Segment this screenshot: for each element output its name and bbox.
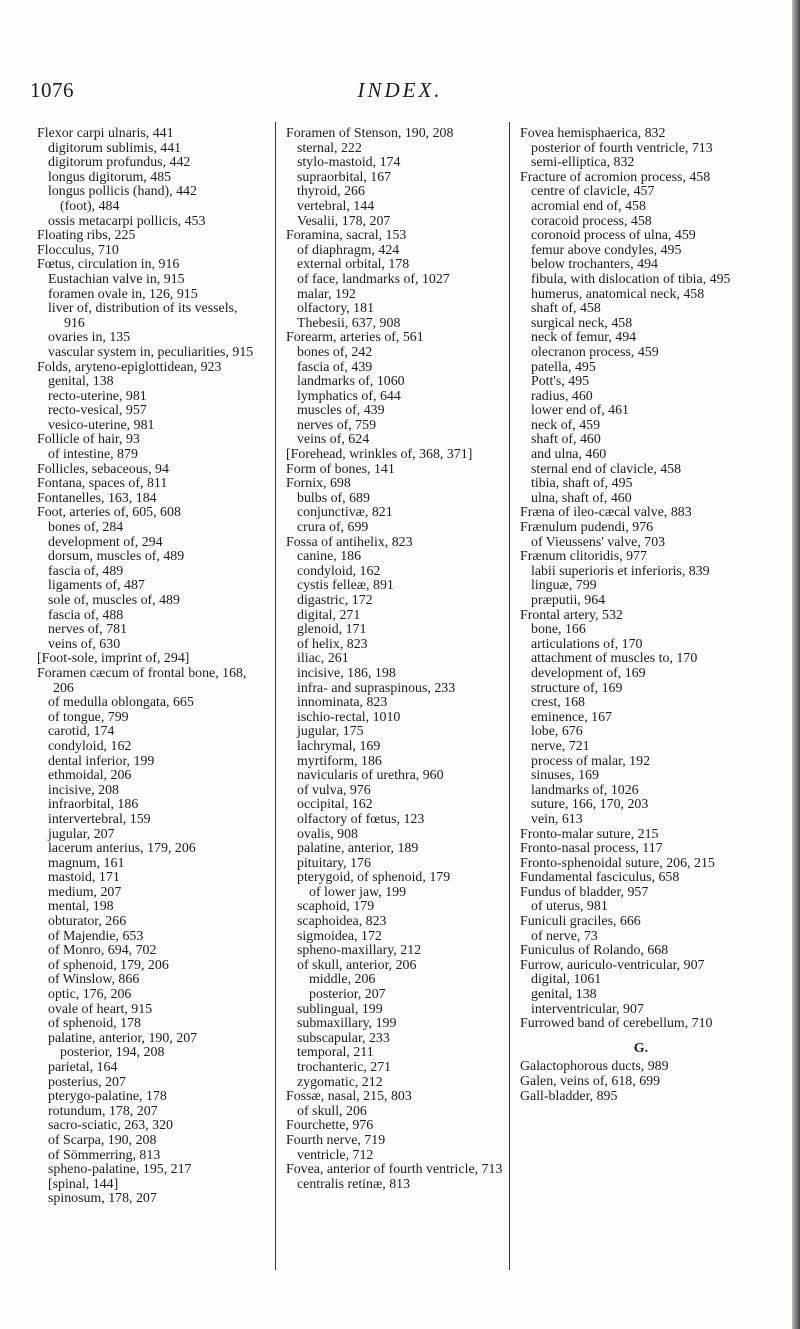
index-subentry: scaphoidea, 823	[297, 914, 387, 930]
index-entry: [Forehead, wrinkles of, 368, 371]	[286, 447, 473, 463]
index-subentry: cystis felleæ, 891	[297, 578, 394, 594]
index-subentry: of Sömmerring, 813	[48, 1147, 161, 1163]
index-subentry: nerves of, 781	[48, 622, 128, 638]
index-subentry: digastric, 172	[297, 593, 373, 608]
index-subentry: ulna, shaft of, 460	[531, 490, 632, 506]
index-subentry: shaft of, 458	[531, 301, 601, 317]
index-subentry: ligaments of, 487	[48, 578, 145, 594]
index-subentry: shaft of, 460	[531, 432, 601, 448]
index-subentry: intervertebral, 159	[48, 811, 151, 827]
index-subentry: veins of, 630	[48, 636, 121, 652]
index-entry: Fossæ, nasal, 215, 803	[286, 1089, 412, 1105]
index-subentry: infra- and supraspinous, 233	[297, 680, 456, 696]
index-subentry: obturator, 266	[48, 914, 127, 930]
index-subentry: condyloid, 162	[48, 738, 132, 754]
index-subentry: nerve, 721	[531, 738, 590, 754]
index-subentry: crura of, 699	[297, 520, 369, 536]
index-entry: Fossa of antihelix, 823	[286, 534, 413, 550]
index-subentry: ischio-rectal, 1010	[297, 709, 401, 725]
index-subentry: acromial end of, 458	[531, 198, 646, 214]
section-letter: G.	[633, 1040, 649, 1056]
index-subentry: tibia, shaft of, 495	[531, 476, 633, 492]
index-entry: Fornix, 698	[286, 476, 351, 492]
index-subentry: (foot), 484	[60, 198, 120, 214]
index-entry: Frontal artery, 532	[520, 607, 623, 623]
index-subentry: jugular, 175	[297, 724, 364, 740]
index-subentry: of face, landmarks of, 1027	[297, 271, 450, 287]
index-subentry: sacro-sciatic, 263, 320	[48, 1118, 173, 1134]
index-subentry: ventricle, 712	[297, 1147, 374, 1163]
index-subentry: of Majendie, 653	[48, 928, 144, 944]
index-subentry: sinuses, 169	[531, 768, 599, 784]
index-entry: Funiculi graciles, 666	[520, 914, 641, 930]
index-entry: Foramen cæcum of frontal bone, 168, 206	[37, 665, 247, 696]
index-subentry: scaphoid, 179	[297, 899, 375, 915]
index-subentry: innominata, 823	[297, 695, 388, 711]
index-subentry: pituitary, 176	[297, 855, 371, 871]
index-subentry: development of, 169	[531, 665, 646, 681]
index-subentry: suture, 166, 170, 203	[531, 797, 649, 813]
index-entry: Fundamental fasciculus, 658	[520, 870, 680, 886]
index-entry: Foramen of Stenson, 190, 208	[286, 126, 454, 141]
index-subentry: olfactory, 181	[297, 301, 375, 317]
index-subentry: incisive, 208	[48, 782, 119, 798]
index-entry: Furrow, auriculo-ventricular, 907	[520, 957, 705, 973]
index-subentry: malar, 192	[297, 286, 356, 302]
index-subentry: femur above condyles, 495	[531, 242, 682, 258]
index-subentry: of Scarpa, 190, 208	[48, 1132, 157, 1148]
index-subentry: eminence, 167	[531, 709, 612, 725]
index-subentry: olfactory of fœtus, 123	[297, 811, 425, 827]
index-subentry: development of, 294	[48, 534, 163, 550]
index-subentry: of vulva, 976	[297, 782, 371, 798]
index-subentry: præputii, 964	[531, 593, 606, 608]
page-header	[0, 78, 800, 108]
index-subentry: posterius, 207	[48, 1074, 126, 1090]
index-subentry: fascia of, 488	[48, 607, 124, 623]
index-subentry: interventricular, 907	[531, 1001, 644, 1017]
index-subentry: landmarks of, 1026	[531, 782, 639, 798]
index-entry: Flocculus, 710	[37, 242, 119, 258]
index-subentry: fibula, with dislocation of tibia, 495	[531, 271, 731, 287]
index-subentry: and ulna, 460	[531, 447, 607, 463]
index-subentry: supraorbital, 167	[297, 169, 392, 185]
index-entry: Furrowed band of cerebellum, 710	[520, 1016, 713, 1032]
running-title: INDEX.	[357, 78, 443, 102]
index-subentry: temporal, 211	[297, 1045, 374, 1061]
index-subentry: genital, 138	[531, 987, 597, 1003]
index-subentry: fascia of, 489	[48, 563, 124, 579]
index-entry: Fovea hemisphaerica, 832	[520, 126, 666, 141]
index-subentry: muscles of, 439	[297, 403, 385, 419]
index-subentry: external orbital, 178	[297, 257, 410, 273]
index-subentry: spheno-palatine, 195, 217	[48, 1162, 192, 1178]
index-subentry: vein, 613	[531, 811, 583, 827]
index-entry: Funiculus of Rolando, 668	[520, 943, 669, 959]
index-subentry: sternal, 222	[297, 140, 362, 156]
index-subentry: of Vieussens' valve, 703	[531, 534, 666, 550]
index-subentry: vascular system in, peculiarities, 915	[48, 344, 254, 360]
index-subentry: lachrymal, 169	[297, 738, 381, 754]
index-subentry: coracoid process, 458	[531, 213, 652, 229]
index-subentry: olecranon process, 459	[531, 344, 659, 360]
index-subentry: pterygoid, of sphenoid, 179	[297, 870, 451, 886]
index-entry: [Foot-sole, imprint of, 294]	[37, 651, 190, 667]
index-subentry: linguæ, 799	[531, 578, 597, 594]
index-subentry: of intestine, 879	[48, 447, 138, 463]
index-entry: Follicles, sebaceous, 94	[37, 461, 169, 477]
index-subentry: patella, 495	[531, 359, 596, 375]
index-subentry: of tongue, 799	[48, 709, 129, 725]
index-subentry: of Winslow, 866	[48, 972, 140, 988]
index-subentry: sole of, muscles of, 489	[48, 593, 180, 608]
index-subentry: Eustachian valve in, 915	[48, 271, 185, 287]
index-subentry: landmarks of, 1060	[297, 374, 405, 390]
index-subentry: conjunctivæ, 821	[297, 505, 393, 521]
index-subentry: occipital, 162	[297, 797, 373, 813]
index-subentry: bones of, 284	[48, 520, 124, 536]
index-subentry: magnum, 161	[48, 855, 125, 871]
index-subentry: of skull, 206	[297, 1103, 367, 1119]
index-entry: Fontana, spaces of, 811	[37, 476, 168, 492]
index-subentry: of sphenoid, 178	[48, 1016, 141, 1032]
index-subentry: glenoid, 171	[297, 622, 367, 638]
index-entry: Frænulum pudendi, 976	[520, 520, 654, 536]
index-subentry: lymphatics of, 644	[297, 388, 401, 404]
index-subentry: subscapular, 233	[297, 1030, 390, 1046]
index-subentry: neck of, 459	[531, 417, 601, 433]
index-subentry: zygomatic, 212	[297, 1074, 383, 1090]
index-subentry: of diaphragm, 424	[297, 242, 400, 258]
index-subentry: carotid, 174	[48, 724, 115, 740]
index-subentry: recto-vesical, 957	[48, 403, 147, 419]
index-subentry: of Monro, 694, 702	[48, 943, 157, 959]
index-column-1	[37, 127, 259, 1207]
index-entry: Fracture of acromion process, 458	[520, 169, 711, 185]
index-subentry: structure of, 169	[531, 680, 623, 696]
index-entry: Floating ribs, 225	[37, 228, 136, 244]
index-subentry: humerus, anatomical neck, 458	[531, 286, 705, 302]
index-entry: Foramina, sacral, 153	[286, 228, 407, 244]
index-subentry: canine, 186	[297, 549, 362, 565]
index-entry: Galen, veins of, 618, 699	[520, 1074, 661, 1089]
index-subentry: of uterus, 981	[531, 899, 608, 915]
index-subentry: middle, 206	[309, 972, 376, 988]
index-subentry: Pott's, 495	[531, 374, 590, 390]
index-subentry: mental, 198	[48, 899, 114, 915]
index-subentry: sternal end of clavicle, 458	[531, 461, 682, 477]
index-entry: Foot, arteries of, 605, 608	[37, 505, 181, 521]
index-subentry: of nerve, 73	[531, 928, 598, 944]
index-entry: Follicle of hair, 93	[37, 432, 140, 448]
index-subentry: dorsum, muscles of, 489	[48, 549, 185, 565]
index-entry: Flexor carpi ulnaris, 441	[37, 126, 174, 141]
page-number: 1076	[30, 78, 74, 102]
index-subentry: crest, 168	[531, 695, 586, 711]
index-subentry: vertebral, 144	[297, 198, 375, 214]
index-subentry: navicularis of urethra, 960	[297, 768, 444, 784]
index-entry: Frænum clitoridis, 977	[520, 549, 647, 565]
index-subentry: lacerum anterius, 179, 206	[48, 841, 196, 857]
index-subentry: lobe, 676	[531, 724, 583, 740]
index-subentry: below trochanters, 494	[531, 257, 658, 273]
index-entry: Form of bones, 141	[286, 461, 395, 477]
index-subentry: bulbs of, 689	[297, 490, 370, 506]
index-subentry: of sphenoid, 179, 206	[48, 957, 169, 973]
index-subentry: digital, 1061	[531, 972, 602, 988]
index-subentry: neck of femur, 494	[531, 330, 637, 346]
index-subentry: surgical neck, 458	[531, 315, 633, 331]
index-subentry: digital, 271	[297, 607, 361, 623]
index-subentry: medium, 207	[48, 884, 122, 900]
index-subentry: ethmoidal, 206	[48, 768, 132, 784]
index-subentry: of lower jaw, 199	[309, 884, 407, 900]
index-subentry: bone, 166	[531, 622, 586, 638]
index-subentry: sublingual, 199	[297, 1001, 383, 1017]
index-subentry: ovalis, 908	[297, 826, 358, 842]
index-subentry: coronoid process of ulna, 459	[531, 228, 696, 244]
index-subentry: pterygo-palatine, 178	[48, 1089, 167, 1105]
index-subentry: trochanteric, 271	[297, 1060, 392, 1075]
index-subentry: foramen ovale in, 126, 915	[48, 286, 198, 302]
index-subentry: rotundum, 178, 207	[48, 1103, 158, 1119]
index-subentry: digitorum sublimis, 441	[48, 140, 182, 156]
index-subentry: process of malar, 192	[531, 753, 651, 769]
index-subentry: nerves of, 759	[297, 417, 377, 433]
index-subentry: bones of, 242	[297, 344, 373, 360]
index-subentry: dental inferior, 199	[48, 753, 155, 769]
index-subentry: infraorbital, 186	[48, 797, 139, 813]
index-subentry: posterior, 194, 208	[60, 1045, 165, 1061]
index-subentry: myrtiform, 186	[297, 753, 382, 769]
index-subentry: thyroid, 266	[297, 184, 365, 200]
index-subentry: centralis retinæ, 813	[297, 1176, 411, 1192]
index-subentry: of medulla oblongata, 665	[48, 695, 194, 711]
index-subentry: palatine, anterior, 189	[297, 841, 419, 857]
index-entry: Galactophorous ducts, 989	[520, 1059, 669, 1075]
index-subentry: palatine, anterior, 190, 207	[48, 1030, 198, 1046]
index-subentry: ovaries in, 135	[48, 330, 131, 346]
index-subentry: stylo-mastoid, 174	[297, 155, 401, 171]
index-subentry: genital, 138	[48, 374, 114, 390]
index-entry: Forearm, arteries of, 561	[286, 330, 424, 346]
index-subentry: jugular, 207	[48, 826, 115, 842]
index-subentry: of helix, 823	[297, 636, 368, 652]
index-subentry: parietal, 164	[48, 1060, 118, 1075]
index-subentry: mastoid, 171	[48, 870, 120, 886]
index-entry: Fronto-sphenoidal suture, 206, 215	[520, 855, 715, 871]
index-subentry: posterior, 207	[309, 987, 386, 1003]
index-subentry: ovale of heart, 915	[48, 1001, 153, 1017]
index-entry: Fronto-nasal process, 117	[520, 841, 663, 857]
index-subentry: attachment of muscles to, 170	[531, 651, 698, 667]
index-entry: Gall-bladder, 895	[520, 1088, 618, 1104]
index-subentry: Thebesii, 637, 908	[297, 315, 401, 331]
page-edge-shadow	[792, 0, 800, 1329]
index-entry: Fourchette, 976	[286, 1118, 374, 1134]
index-subentry: spinosum, 178, 207	[48, 1191, 157, 1207]
index-subentry: posterior of fourth ventricle, 713	[531, 140, 713, 156]
index-entry: Fræna of ileo-cæcal valve, 883	[520, 505, 692, 521]
index-subentry: veins of, 624	[297, 432, 370, 448]
index-column-3	[509, 122, 762, 1270]
index-entry: Fontanelles, 163, 184	[37, 490, 157, 506]
index-entry: Fœtus, circulation in, 916	[37, 257, 180, 273]
index-subentry: fascia of, 439	[297, 359, 373, 375]
index-entry: Fronto-malar suture, 215	[520, 826, 659, 842]
index-subentry: centre of clavicle, 457	[531, 184, 655, 200]
index-subentry: vesico-uterine, 981	[48, 417, 155, 433]
index-subentry: iliac, 261	[297, 651, 349, 667]
index-entry: Fourth nerve, 719	[286, 1132, 386, 1148]
index-subentry: [spinal, 144]	[48, 1176, 119, 1192]
index-subentry: labii superioris et inferioris, 839	[531, 563, 710, 579]
index-subentry: Vesalii, 178, 207	[297, 213, 391, 229]
index-subentry: sigmoidea, 172	[297, 928, 382, 944]
index-column-2	[275, 122, 516, 1270]
index-subentry: lower end of, 461	[531, 403, 629, 419]
index-subentry: optic, 176, 206	[48, 987, 132, 1003]
index-subentry: longus digitorum, 485	[48, 169, 172, 185]
index-subentry: longus pollicis (hand), 442	[48, 184, 197, 200]
index-subentry: digitorum profundus, 442	[48, 155, 191, 171]
index-subentry: recto-uterine, 981	[48, 388, 147, 404]
index-entry: Fundus of bladder, 957	[520, 884, 649, 900]
index-subentry: ossis metacarpi pollicis, 453	[48, 213, 206, 229]
index-subentry: spheno-maxillary, 212	[297, 943, 422, 959]
index-subentry: liver of, distribution of its vessels, 916	[48, 301, 238, 331]
index-subentry: incisive, 186, 198	[297, 665, 396, 681]
index-subentry: semi-elliptica, 832	[531, 155, 635, 171]
index-subentry: radius, 460	[531, 388, 593, 404]
index-subentry: of skull, anterior, 206	[297, 957, 417, 973]
index-subentry: condyloid, 162	[297, 563, 381, 579]
index-subentry: articulations of, 170	[531, 636, 643, 652]
index-entry: Fovea, anterior of fourth ventricle, 713	[286, 1162, 503, 1178]
index-entry: Folds, aryteno-epiglottidean, 923	[37, 359, 222, 375]
index-subentry: submaxillary, 199	[297, 1016, 397, 1032]
